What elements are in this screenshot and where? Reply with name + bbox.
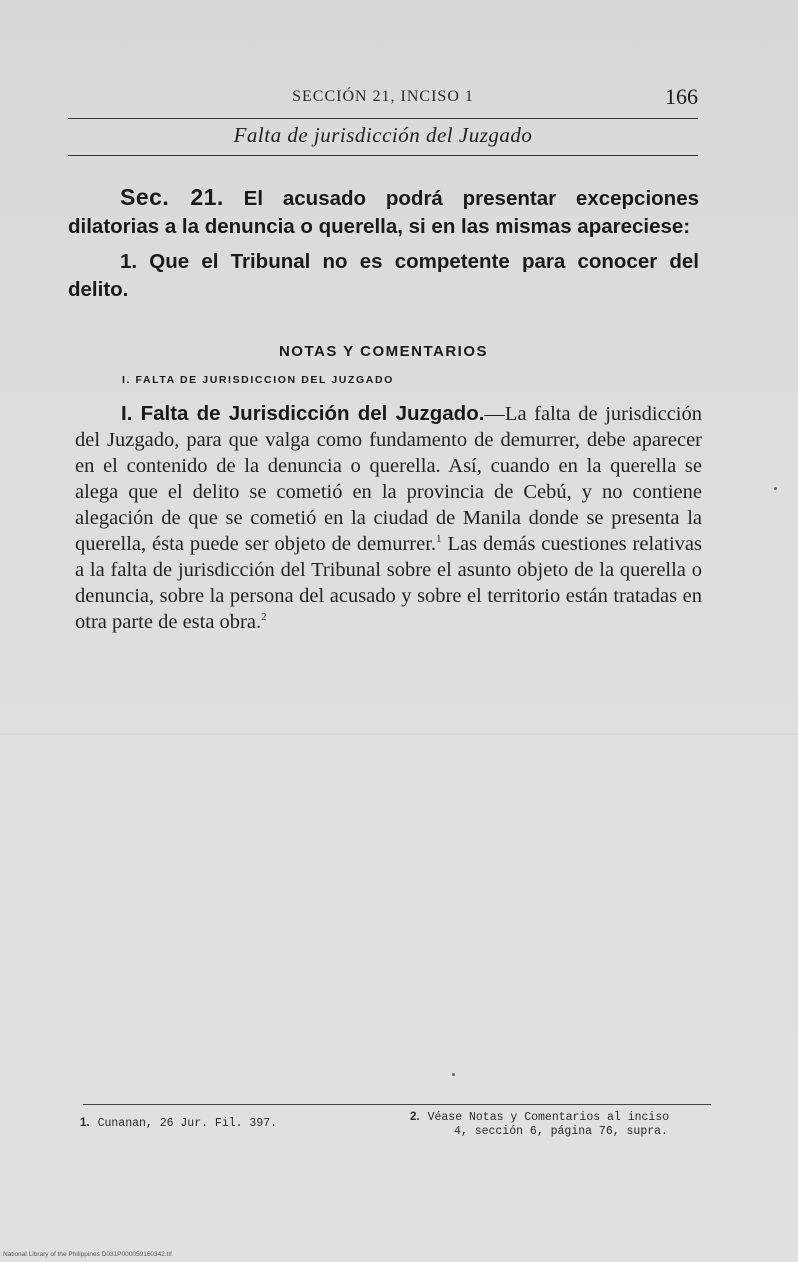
running-title: Falta de jurisdicción del Juzgado (233, 123, 533, 147)
footnote-ref-2: 2 (261, 611, 267, 624)
statute-text (68, 183, 699, 304)
paper-speck (452, 1073, 455, 1076)
commentary-body-1: —La falta de jurisdicción del Juzgado, para que valga como fundamento de demurrer, debe aparecer en el contenido de la denuncia o querella. Así, cuando en la querella se alega que el delito se cometió en la provincia de Cebú, y no contiene alegación de que se cometió en la ciudad de Manila donde se presenta la querella, ésta puede ser objeto de demurrer. (75, 403, 703, 555)
footnote-ref-1: 1 (436, 533, 442, 546)
statute-paragraph (68, 183, 699, 241)
statute-item-1: 1. Que el Tribunal no es competente para conocer del delito. (68, 250, 699, 301)
section-label: Sec. 21. (120, 184, 224, 210)
commentary-paragraph (75, 401, 702, 635)
section-heading: SECCIÓN 21, INCISO 1 (292, 88, 474, 105)
footnote-2-text-1: Véase Notas y Comentarios al inciso (427, 1111, 670, 1124)
footnote-1 (80, 1117, 277, 1130)
footnote-rule (83, 1104, 711, 1105)
page-header (68, 86, 698, 114)
footnote-2-number: 2. (410, 1111, 420, 1123)
page-fold (0, 733, 798, 736)
footnote-1-text: Cunanan, 26 Jur. Fil. 397. (97, 1117, 278, 1130)
page-number: 166 (665, 84, 698, 109)
footnote-2-line-1 (410, 1110, 715, 1125)
footnote-2 (410, 1110, 715, 1139)
footnote-1-number: 1. (80, 1117, 90, 1129)
notes-heading: NOTAS Y COMENTARIOS (278, 343, 489, 360)
title-rule (68, 155, 698, 156)
notes-toc-item: I. FALTA DE JURISDICCION DEL JUZGADO (122, 374, 394, 386)
commentary-lead: I. Falta de Jurisdicción del Juzgado. (121, 402, 485, 425)
header-rule (68, 118, 698, 119)
scan-credit: National Library of the Philippines D031P000059160342.tif (3, 1251, 172, 1258)
footnote-2-line-2: 4, sección 6, página 76, supra. (454, 1125, 668, 1138)
paper-speck (774, 487, 777, 490)
commentary-body-2: Las demás cuestiones relativas a la falta de jurisdicción del Tribunal sobre el asunto objeto de la querella o denuncia, sobre la persona del acusado y sobre el territorio están tratadas en otra parte de esta obra. (75, 533, 702, 633)
section-text: El acusado podrá presentar excepciones dilatorias a la denuncia o querella, si en las mismas apareciese: (68, 187, 699, 238)
